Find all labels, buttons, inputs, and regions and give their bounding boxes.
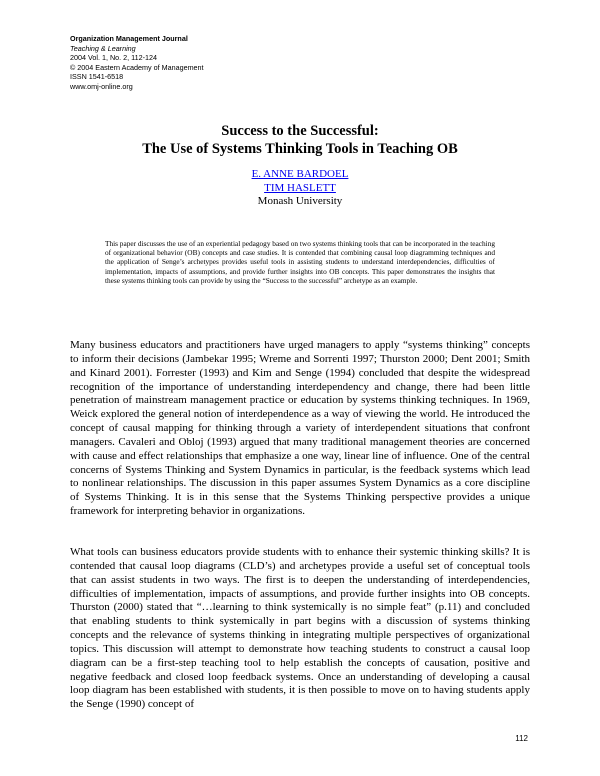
- journal-issn: ISSN 1541-6518: [70, 72, 124, 82]
- journal-website: www.omj-online.org: [70, 81, 133, 91]
- author-link-bardoel[interactable]: E. ANNE BARDOEL: [251, 168, 349, 180]
- journal-header: [70, 34, 204, 92]
- author-link-haslett[interactable]: TIM HASLETT: [264, 181, 336, 194]
- journal-volume: 2004 Vol. 1, No. 2, 112-124: [70, 53, 157, 63]
- affiliation: Monash University: [257, 195, 343, 208]
- journal-copyright: © 2004 Eastern Academy of Management: [70, 62, 204, 72]
- author-block: [0, 168, 600, 209]
- body-paragraph-1: Many business educators and practitioners have urged managers to apply “systems thinking” concepts to inform their decisions (Jambekar 1995; Wreme and Sorrenti 1997; Thurston 2000; Dent 2001; Smith and Kinard 2001). Forrester (1993) and Kim and Senge (1994) concluded that despite the widespread recognition of the importance of understanding interdependency and change, there had been little penetration of mainstream management practice or education by systems thinking techniques. In 1969, Weick explored the general notion of interdependence as a way of viewing the world. He introduced the concept of causal mapping for thinking through a variety of interdependent situations that confront managers. Cavaleri and Obloj (1993) argued that many traditional management theories are concerned with cause and effect relationships that emphasize a one way, linear line of influence. One of the central concerns of Systems Thinking and System Dynamics in particular, is the feedback systems which lead to nonlinear relationships. The discussion in this paper assumes System Dynamics as a core discipline of Systems Thinking. It is in this sense that the Systems Thinking perspective provides a unique framework for interpreting behavior in organizations.: [70, 339, 530, 518]
- title-line-2: The Use of Systems Thinking Tools in Teaching OB: [142, 141, 458, 157]
- body-paragraph-2: What tools can business educators provide students with to enhance their systemic thinking skills? It is contended that causal loop diagrams (CLD’s) and archetypes provide a useful set of conceptual tools that can assist students in two ways. The first is to deepen the understanding of interdependencies, difficulties of implementation, impacts of assumptions, and provide further insights into OB concepts. Thurston (2000) stated that “…learning to think systemically is no simple feat” (p.11) and concluded that enabling students to think systemically in part begins with a discussion of systems thinking concepts and the relevance of systems thinking in integrating multiple perspectives of organizational topics. This discussion will attempt to demonstrate how teaching students to construct a causal loop diagram can be a first-step teaching tool to help establish the concepts of causation, positive and negative feedback and closed loop feedback systems. Once an understanding of developing a causal loop diagram has been established with students, it is then possible to move on to having students apply the Senge (1990) concept of: [70, 546, 530, 711]
- title-line-1: Success to the Successful:: [221, 123, 379, 139]
- abstract: This paper discusses the use of an experiential pedagogy based on two systems thinking tools that can be incorporated in the teaching of organizational behavior (OB) concepts and case studies. It is contended that combining causal loop diagramming techniques and the application of Senge’s archetypes provides useful tools in assisting students to understand interdependencies, difficulties of implementation, impacts of assumptions, and provide further insights into OB concepts. This paper demonstrates the insights that these systems thinking tools can provide by using the “Success to the successful” archetype as an example.: [105, 239, 495, 285]
- paper-title: [0, 122, 600, 158]
- journal-name: Organization Management Journal: [70, 34, 188, 43]
- journal-section: Teaching & Learning: [70, 43, 136, 53]
- page-number: 112: [515, 734, 528, 743]
